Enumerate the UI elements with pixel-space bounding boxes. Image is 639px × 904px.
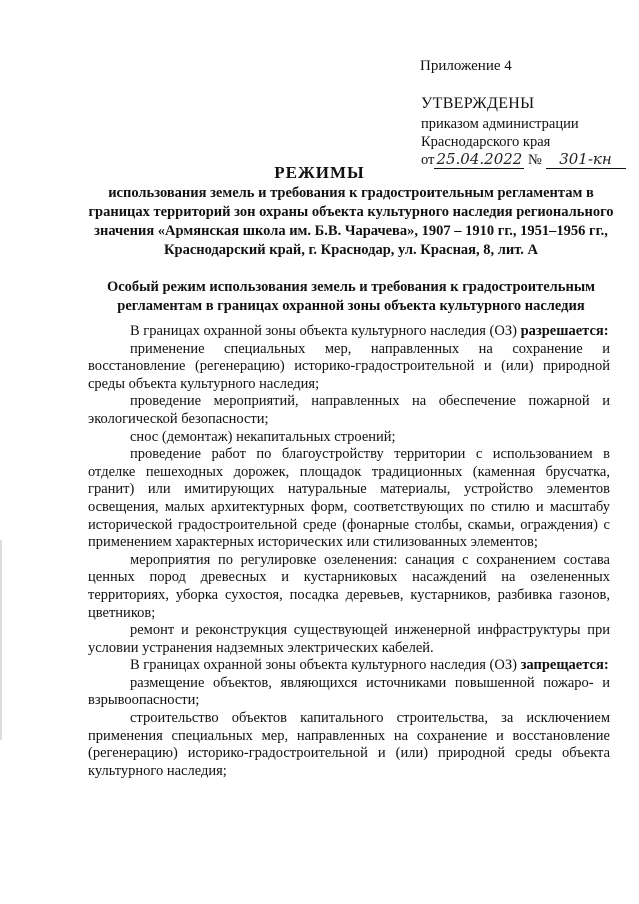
allowed-item: проведение мероприятий, направленных на обеспечение пожарной и экологической безопасности;: [88, 393, 610, 427]
allowed-item: ремонт и реконструкция существующей инженерной инфраструктуры при условии устранения надземных электрических кабелей.: [88, 622, 610, 656]
approved-line-2: Краснодарского края: [421, 134, 551, 150]
allowed-item: применение специальных мер, направленных на сохранение и восстановление (регенерацию) историко-градостроительной и (или) природной среды объекта культурного наследия;: [88, 340, 610, 392]
approved-heading: УТВЕРЖДЕНЫ: [421, 95, 535, 112]
scan-edge-mark: [0, 540, 2, 740]
allowed-keyword: разрешается:: [520, 323, 609, 339]
section-title: Особый режим использования земель и требования к градостроительным регламентам в границах охранной зоны объекта культурного наследия: [106, 279, 596, 314]
document-subtitle: использования земель и требования к градостроительным регламентам в границах территорий зон охраны объекта культурного наследия регионального значения «Армянская школа им. Б.В. Чарачева», 1907 – 1910 гг., 1951–1956 гг., Краснодарский край, г. Краснодар, ул. Красная, 8, лит. А: [88, 185, 614, 258]
paragraph-forbidden-intro: [88, 657, 610, 675]
forbidden-intro-text: В границах охранной зоны объекта культурного наследия (ОЗ): [130, 657, 517, 674]
number-prefix: №: [528, 152, 542, 168]
paragraph-allowed-intro: [88, 323, 610, 341]
allowed-intro-text: В границах охранной зоны объекта культурного наследия (ОЗ): [130, 323, 517, 339]
date-prefix: от: [421, 152, 435, 168]
approved-line-1: приказом администрации: [421, 116, 579, 132]
forbidden-keyword: запрещается:: [520, 657, 609, 674]
allowed-item: мероприятия по регулировке озеленения: санация с сохранением состава ценных пород древесных и кустарниковых насаждений на озелененных территориях, уборка сухостоя, посадка деревьев, кустарников, разбивка газонов, цветников;: [88, 551, 610, 621]
document-title: РЕЖИМЫ: [274, 163, 365, 182]
appendix-label: Приложение 4: [420, 58, 512, 74]
handwritten-number: 301-кн: [546, 150, 626, 169]
document-body: [88, 323, 610, 780]
forbidden-item: строительство объектов капитального строительства, за исключением применения специальных мер, направленных на сохранение и восстановление (регенерацию) историко-градостроительной и (или) природной среды объекта культурного наследия;: [88, 710, 610, 779]
allowed-item: проведение работ по благоустройству территории с использованием в отделке пешеходных дорожек, площадок традиционных (каменная брусчатка, гранит) или имитирующих натуральные материалы, устройство элементов освещения, малых архитектурных форм, соответствующих по стилю и масштабу исторической градостроительной среде (фонарные столбы, скамьи, ограждения) с применением характерных исторических или стилизованных элементов;: [88, 446, 610, 551]
allowed-item: снос (демонтаж) некапитальных строений;: [130, 428, 396, 445]
forbidden-item: размещение объектов, являющихся источниками повышенной пожаро- и взрывоопасности;: [88, 674, 610, 709]
handwritten-date: 25.04.2022: [434, 150, 524, 169]
